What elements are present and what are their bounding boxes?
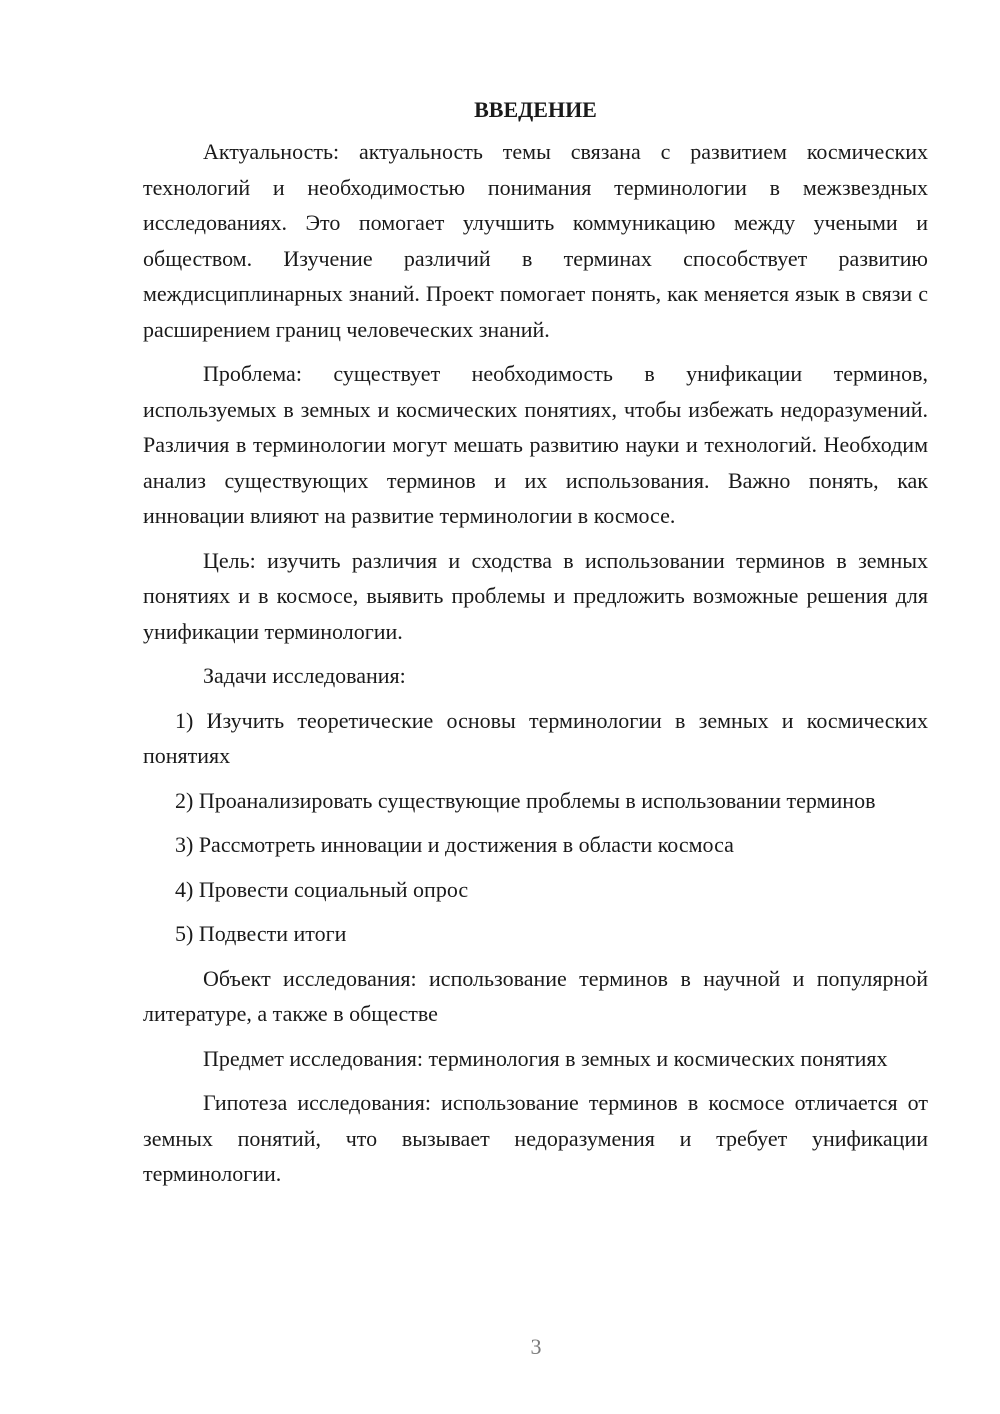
goal-paragraph: Цель: изучить различия и сходства в использовании терминов в земных понятиях и в космосе, выявить проблемы и предложить возможные решения для унификации терминологии.: [143, 547, 928, 644]
object-paragraph: Объект исследования: использование терминов в научной и популярной литературе, а также в обществе: [143, 965, 928, 1026]
page-number: 3: [530, 1334, 542, 1359]
task-item: 4) Провести социальный опрос: [175, 876, 469, 902]
task-item: 1) Изучить теоретические основы терминологии в земных и космических понятиях: [143, 707, 928, 768]
tasks-heading: Задачи исследования:: [203, 663, 406, 688]
task-item: 2) Проанализировать существующие проблемы в использовании терминов: [175, 787, 876, 813]
task-item: 5) Подвести итоги: [175, 921, 347, 946]
hypothesis-paragraph: Гипотеза исследования: использование терминов в космосе отличается от земных понятий, что вызывает недоразумения и требует унификации терминологии.: [143, 1090, 928, 1186]
page-title: ВВЕДЕНИЕ: [474, 97, 597, 122]
subject-paragraph: Предмет исследования: терминология в земных и космических понятиях: [203, 1045, 888, 1071]
problem-paragraph: Проблема: существует необходимость в унификации терминов, используемых в земных и космических понятиях, чтобы избежать недоразумений. Различия в терминологии могут мешать развитию науки и технологий. Необходим анализ существующих терминов и их использования. Важно понять, как инновации влияют на развитие терминологии в космосе.: [143, 361, 928, 528]
relevance-paragraph: Актуальность: актуальность темы связана с развитием космических технологий и необходимостью понимания терминологии в межзвездных исследованиях. Это помогает улучшить коммуникацию между учеными и обществом. Изучение различий в терминах способствует развитию междисциплинарных знаний. Проект помогает понять, как меняется язык в связи с расширением границ человеческих знаний.: [143, 139, 928, 342]
task-item: 3) Рассмотреть инновации и достижения в области космоса: [175, 832, 734, 857]
document-page: [143, 92, 928, 1201]
